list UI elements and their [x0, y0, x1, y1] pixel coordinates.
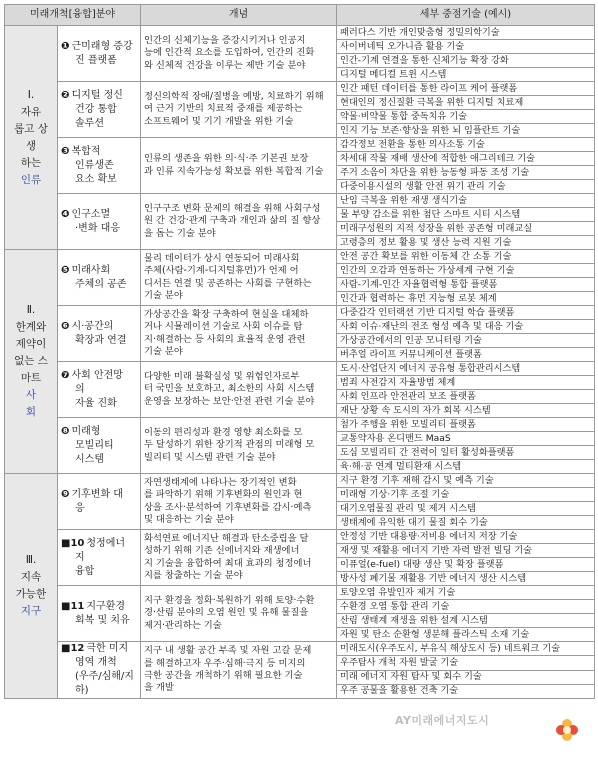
concept-line: 지를 창출하는 기술 분야: [144, 569, 243, 581]
concept-cell: [141, 642, 337, 699]
tech-item: 다중감각 인터랙션 기반 디지털 학습 플랫폼: [337, 306, 595, 320]
area-label-line: 생: [25, 139, 37, 152]
tech-item: 첨가 주행을 위한 모빌리티 플랫폼: [337, 418, 595, 432]
field-title-line: 요소 확보: [75, 173, 117, 185]
watermark-text: AY미래에너지도시: [395, 714, 490, 727]
concept-line: 빌리티 및 시스템 관련 기술 분야: [144, 451, 276, 463]
area-label-line: 한계와: [15, 321, 47, 333]
field-title: [58, 138, 141, 194]
table-row: [5, 586, 595, 600]
tech-item: 고령층의 정보 활용 및 생산 능력 지원 기술: [337, 236, 595, 250]
concept-line: 지구 내 생활 공간 부족 및 자원 고갈 문제: [144, 645, 312, 657]
concept-line: 인류의 생존을 위한 의·식·주 기본권 보장: [144, 153, 309, 165]
tech-item: 인간의 오감과 연동하는 가상세계 구현 기술: [337, 264, 595, 278]
area-label-line: 제약이: [15, 338, 47, 350]
table-row: [5, 250, 595, 264]
tech-item: 버추얼 라이프 커뮤니케이션 플랫폼: [337, 348, 595, 362]
area-label-line: 롭고 상: [14, 122, 48, 135]
concept-line: 및 대응하는 기술 분야: [144, 513, 234, 525]
concept-line: 주체(사람-기계-디지털휴먼)가 언제 어: [144, 265, 299, 277]
field-title: [58, 418, 141, 474]
tech-item: 미래구성원의 지적 성장을 위한 공존형 미래교실: [337, 222, 595, 236]
tech-item: 지구 환경 기후 재해 감시 및 예측 기술: [337, 474, 595, 488]
tech-item: 패러다스 기반 개인맞춤형 정밀의학기술: [337, 26, 595, 40]
tech-item: 재생 및 재활용 에너지 기반 자력 발전 빌딩 기술: [337, 544, 595, 558]
concept-line: 인간의 신체기능을 증강시키거나 인공지: [144, 35, 306, 47]
field-title-line: 미래사회: [71, 264, 111, 276]
field-title-line: 진 플랫폼: [75, 54, 117, 66]
tech-item: 육·해·공 연계 멀티환재 시스템: [337, 460, 595, 474]
concept-line: 경·산림 분야의 오염 원인 및 유해 물질을: [144, 607, 309, 619]
concept-line: 기술 분야: [144, 289, 183, 301]
concept-line: 두 달성하기 위한 장기적 관점의 미래형 모: [144, 439, 315, 451]
tech-item: 토양오염 유발인자 제거 기술: [337, 586, 595, 600]
field-number-marker: ■11: [61, 600, 85, 612]
field-title-line: 인류생존: [75, 159, 114, 171]
tech-item: 주거 소음이 차단을 위한 능동형 파동 조성 기술: [337, 166, 595, 180]
tech-item: 산림 생태계 재생을 위한 설계 시스템: [337, 614, 595, 628]
field-number-marker: ❹: [61, 208, 70, 220]
field-title-line: 응: [75, 502, 85, 514]
tech-item: 도시·산업단지 에너지 공유형 통합관리시스템: [337, 362, 595, 376]
area-label-line: 마트: [20, 372, 42, 384]
header-concept: 개념: [141, 5, 337, 26]
table-row: [5, 642, 595, 656]
concept-line: 가상공간을 확장 구축하여 현실을 대체하: [144, 308, 309, 320]
concept-cell: [141, 138, 337, 194]
concept-cell: [141, 306, 337, 362]
area-label-line: 자유: [20, 105, 42, 118]
field-title-line: 모빌리티: [75, 439, 114, 451]
field-title-line: 솔루션: [75, 117, 104, 129]
tech-item: 대기오염물질 관리 및 제거 시스템: [337, 502, 595, 516]
tech-item: 현대인의 정신질환 극복을 위한 디지털 치료제: [337, 96, 595, 110]
field-title-line: 건강 통합: [75, 103, 117, 115]
table-row: [5, 362, 595, 376]
field-title-line: 지구환경: [86, 600, 126, 612]
area-label-line: 사: [25, 389, 37, 401]
field-title-line: 융합: [75, 565, 95, 577]
tech-item: 미래도시(우주도시, 부유식 해상도시 등) 네트워크 기술: [337, 642, 595, 656]
field-title-line: 디지털 정신: [71, 89, 123, 101]
concept-line: 제거·관리하는 기술: [144, 619, 222, 631]
tech-item: 교통약자용 온디맨드 MaaS: [337, 432, 595, 446]
tech-item: 범죄 사전감지 자율방범 체계: [337, 376, 595, 390]
concept-line: 지구 환경을 정화·복원하기 위해 토양·수환: [144, 595, 315, 607]
field-number-marker: ❾: [61, 488, 70, 500]
concept-line: 운영을 보장하는 보안·안전 관련 기술 분야: [144, 395, 315, 407]
future-tech-table: [4, 4, 595, 699]
concept-line: 를 해결하고자 우주·심해·극지 등 미지의: [144, 657, 306, 669]
table-row: [5, 530, 595, 544]
concept-line: 소프트웨어 및 기기 개발을 위한 기술: [144, 115, 294, 127]
tech-item: 사회 이슈·재난의 전조 형성 예측 및 대응 기술: [337, 320, 595, 334]
concept-line: 를 파악하기 위해 기후변화의 원인과 현: [144, 489, 303, 501]
tech-item: 인간과 협력하는 휴먼 지능형 로봇 체계: [337, 292, 595, 306]
tech-item: 인간 패턴 데이터를 통한 라이프 케어 플랫폼: [337, 82, 595, 96]
concept-line: 다양한 미래 불확실성 및 위험인자로부: [144, 371, 300, 383]
table-row: [5, 306, 595, 320]
concept-line: 성하기 위해 기존 신에너지와 재생에너: [144, 545, 300, 557]
field-title-line: 청정에너: [86, 537, 126, 549]
tech-item: 인지 기능 보존·향상을 위한 뇌 임플란트 기술: [337, 124, 595, 138]
tech-item: 생태계에 유익한 대기 물질 회수 기술: [337, 516, 595, 530]
field-number-marker: ❻: [61, 320, 70, 332]
concept-line: 물리 데이터가 상시 연동되어 미래사회: [144, 252, 300, 264]
field-title-line: 근미래형 증강: [71, 40, 133, 52]
area-label: [5, 474, 58, 699]
field-title: [58, 26, 141, 82]
tech-item: 도심 모빌리티 간 전력이 일터 활성화플랫폼: [337, 446, 595, 460]
field-title: [58, 82, 141, 138]
field-title-line: 확장과 연결: [75, 334, 127, 346]
table-header-row: [5, 5, 595, 26]
concept-cell: [141, 418, 337, 474]
concept-line: 정신의학적 장애/질병을 예방, 치료하기 위해: [144, 91, 324, 103]
field-title: [58, 642, 141, 699]
field-title: [58, 586, 141, 642]
tech-item: 우주 공물을 활용한 건축 기술: [337, 684, 595, 698]
concept-line: 을 돕는 기술 분야: [144, 227, 216, 239]
field-number-marker: ❷: [61, 89, 70, 101]
field-title-line: 복합적: [71, 145, 101, 157]
concept-line: 지·해결하는 등 사회의 효율적 운영 관련: [144, 333, 306, 345]
tech-item: 안정성 기반 대용량·저비용 에너지 저장 기술: [337, 530, 595, 544]
tech-item: 안전 공간 확보를 위한 이동체 간 소통 기술: [337, 250, 595, 264]
concept-cell: [141, 362, 337, 418]
concept-line: 거나 시뮬레이션 기술로 사회 이슈를 탐: [144, 321, 303, 333]
area-label-line: 지구: [20, 605, 42, 617]
field-title: [58, 306, 141, 362]
field-number-marker: ❸: [61, 145, 70, 157]
tech-item: 감각정보 전환을 통한 의사소통 기술: [337, 138, 595, 152]
area-label-line: 하는: [20, 156, 42, 169]
field-title-line: 지: [75, 551, 85, 563]
field-title: [58, 474, 141, 530]
area-label-line: 없는 스: [14, 355, 48, 367]
area-label-line: 회: [25, 406, 37, 418]
field-title-line: 영역 개척: [75, 657, 117, 668]
concept-line: 능에 인간적 요소를 도입하여, 인간의 진화: [144, 47, 315, 59]
tech-item: 미래 에너지 자원 탐사 및 회수 기술: [337, 670, 595, 684]
field-number-marker: ❺: [61, 264, 70, 276]
area-label-line: Ⅲ.: [25, 554, 37, 566]
concept-line: 터 국민을 보호하고, 최소한의 사회 시스템: [144, 383, 315, 395]
concept-line: 자연생태계에 나타나는 장기적인 변화: [144, 476, 297, 488]
tech-item: 약물·비약물 통합 중독치유 기술: [337, 110, 595, 124]
table-row: [5, 194, 595, 208]
tech-item: 물 부양 감소를 위한 첨단 스마트 시티 시스템: [337, 208, 595, 222]
field-title-line: 회복 및 치유: [75, 614, 130, 626]
tech-item: 미래형 기상·기후 조절 기술: [337, 488, 595, 502]
field-number-marker: ❽: [61, 425, 70, 437]
tech-item: 사회 인프라 안전관리 보조 플랫폼: [337, 390, 595, 404]
concept-line: 와 신체적 건강을 이루는 제반 기술 분야: [144, 59, 306, 71]
area-label-line: Ⅱ.: [26, 304, 36, 316]
field-title-line: 시·공간의: [71, 320, 114, 332]
concept-line: 지 기술을 융합하여 최대 효과의 청정에너: [144, 557, 312, 569]
tech-item: 자원 및 탄소 순환형 생분해 플라스틱 소재 기술: [337, 628, 595, 642]
field-title-line: 주체의 공존: [75, 278, 127, 290]
field-title: [58, 530, 141, 586]
concept-cell: [141, 474, 337, 530]
field-number-marker: ■12: [61, 643, 85, 654]
area-label-line: 지속: [20, 571, 42, 583]
tech-item: 가상공간에서의 인공 모니터링 기술: [337, 334, 595, 348]
concept-cell: [141, 82, 337, 138]
tech-item: 사이버네틱 오가니즘 활용 기술: [337, 40, 595, 54]
field-title-line: 자율 진화: [75, 397, 117, 409]
concept-line: 상을 조사·분석하여 기후변화를 감시·예측: [144, 501, 312, 513]
tech-item: 사람-기계-인간 자율협력형 통합 플랫폼: [337, 278, 595, 292]
concept-line: 극한 공간을 개척하기 위해 필요한 기술: [144, 670, 303, 681]
area-label-line: 가능한: [15, 588, 47, 600]
tech-item: 인간-기계 연결을 통한 신체기능 확장 강화: [337, 54, 595, 68]
flower-logo-icon: [555, 718, 579, 742]
concept-line: 인구구조 변화 문제의 해결을 위해 사회구성: [144, 203, 321, 215]
concept-line: 화석연료 에너지난 해결과 탄소중립을 달: [144, 532, 309, 544]
area-label-line: Ⅰ.: [27, 88, 35, 101]
field-number-marker: ■10: [61, 537, 85, 549]
area-label: [5, 26, 58, 250]
tech-item: 재난 상황 속 도시의 자가 회복 시스템: [337, 404, 595, 418]
concept-cell: [141, 586, 337, 642]
concept-line: 디서든 연결 및 공존하는 사회를 구현하는: [144, 277, 312, 289]
field-title-line: 사회 안전망: [71, 369, 123, 381]
tech-item: 이퓨얼(e-fuel) 대량 생산 및 확장 플랫폼: [337, 558, 595, 572]
tech-item: 디지털 메디컬 트윈 시스템: [337, 68, 595, 82]
field-title: [58, 362, 141, 418]
concept-line: 을 개발: [144, 682, 174, 694]
concept-cell: [141, 530, 337, 586]
field-number-marker: ❼: [61, 369, 70, 381]
field-title-line: 기후변화 대: [71, 488, 123, 500]
field-title-line: (우주/심해/지하): [75, 671, 134, 696]
concept-cell: [141, 194, 337, 250]
field-title-line: 시스템: [75, 453, 104, 465]
tech-item: 방사성 폐기물 재활용 기반 에너지 생산 시스템: [337, 572, 595, 586]
tech-item: 차세대 작물 재배 생산에 적합한 애그리테크 기술: [337, 152, 595, 166]
table-row: [5, 138, 595, 152]
table-row: [5, 474, 595, 488]
table-row: [5, 418, 595, 432]
concept-line: 과 인류 지속가능성 확보를 위한 복합적 기술: [144, 165, 324, 177]
header-tech: 세부 중점기술 (예시): [337, 5, 595, 26]
tech-item: 우주탐사 개척 자원 발굴 기술: [337, 656, 595, 670]
concept-cell: [141, 250, 337, 306]
field-title: [58, 194, 141, 250]
field-title: [58, 250, 141, 306]
table-row: [5, 26, 595, 40]
concept-line: 여 근거 기반의 치료적 중재를 제공하는: [144, 103, 303, 115]
field-title-line: 미래형: [71, 425, 101, 437]
tech-item: 수환경 오염 통합 관리 기술: [337, 600, 595, 614]
concept-line: 원 간 건강·관계 구축과 개인과 삶의 질 향상: [144, 215, 321, 227]
concept-cell: [141, 26, 337, 82]
field-title-line: 의: [75, 383, 85, 395]
field-title-line: 극한 미지: [86, 643, 129, 654]
field-number-marker: ❶: [61, 40, 70, 52]
field-title-line: ·변화 대응: [75, 222, 120, 234]
field-title-line: 인구소멸: [71, 208, 111, 220]
header-field: 미래개척[융합]분야: [5, 5, 141, 26]
table-row: [5, 82, 595, 96]
tech-item: 난임 극복을 위한 재생 생식기술: [337, 194, 595, 208]
area-label: [5, 250, 58, 474]
area-label-line: 인류: [20, 173, 42, 186]
tech-item: 다중이용시설의 생활 안전 위기 관리 기술: [337, 180, 595, 194]
concept-line: 기술 분야: [144, 345, 183, 357]
concept-line: 이동의 편리성과 환경 영향 최소화를 모: [144, 427, 303, 439]
